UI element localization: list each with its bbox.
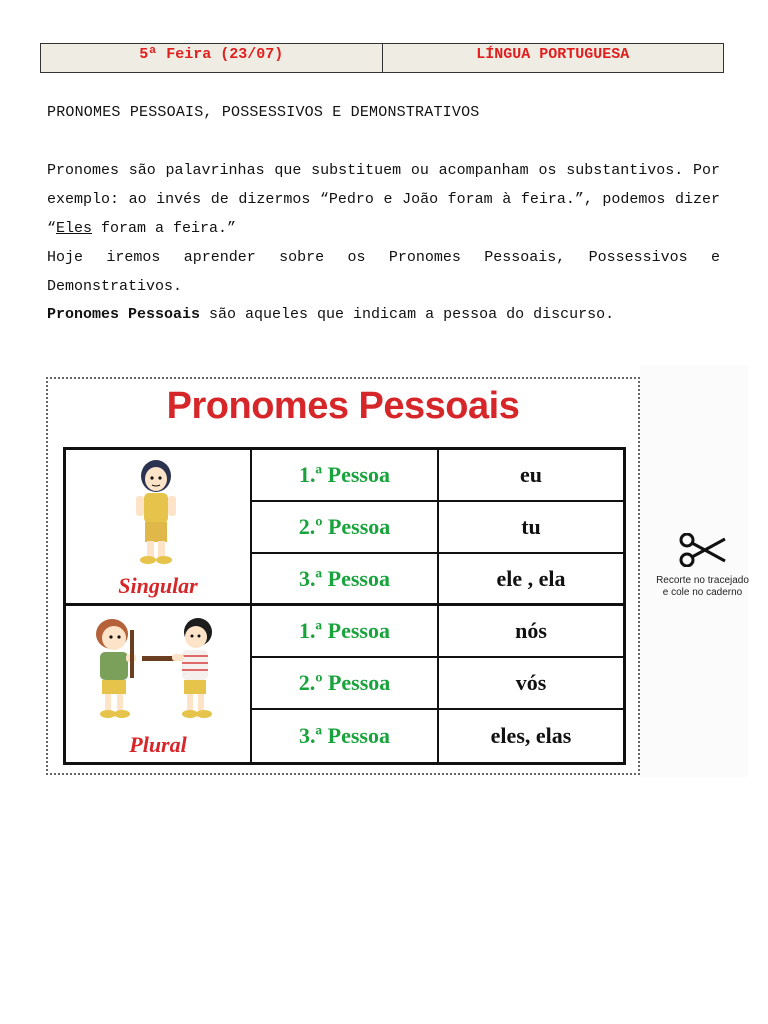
paragraph-intro-end: foram a feira.” (92, 220, 237, 237)
pronouns-card (46, 377, 640, 775)
paragraph-today: Hoje iremos aprender sobre os Pronomes Pessoais, Possessivos e Demonstrativos. (47, 249, 720, 295)
cut-instruction-line1: Recorte no tracejado (656, 575, 749, 586)
header-day: 5ª Feira (23/07) (139, 46, 284, 63)
paragraph-definition (47, 300, 720, 329)
header-subject: LÍNGUA PORTUGUESA (382, 44, 724, 72)
cut-instruction (645, 533, 760, 599)
plural-group (66, 606, 252, 762)
person-cell: 2.º Pessoa (252, 502, 439, 554)
person-cell: 3.ª Pessoa (252, 554, 439, 606)
pronoun-cell: tu (439, 502, 623, 554)
scissors-icon (679, 533, 727, 567)
underlined-example: Eles (56, 220, 93, 237)
boys-illustration (80, 610, 230, 730)
card-title: Pronomes Pessoais (166, 385, 520, 427)
person-cell: 3.ª Pessoa (252, 710, 439, 762)
page-heading: PRONOMES PESSOAIS, POSSESSIVOS E DEMONSTRATIVOS (47, 104, 480, 121)
pronouns-table (63, 447, 626, 765)
singular-label: Singular (118, 573, 198, 598)
definition-term: Pronomes Pessoais (47, 306, 201, 323)
pronoun-cell: eles, elas (490, 723, 572, 748)
header-table (40, 43, 724, 73)
person-cell: 1.ª Pessoa (252, 606, 439, 658)
pronoun-cell: nós (439, 606, 623, 658)
paragraph-intro (47, 156, 720, 243)
pronoun-cell: ele , ela (439, 554, 623, 606)
definition-text: são aqueles que indicam a pessoa do discurso. (200, 306, 615, 323)
paragraph-intro-text: Pronomes são palavrinhas que substituem ou acompanham os substantivos. Por exemplo: ao invés de dizermos “Pedro e João foram à feira.”, podemos dizer “ (47, 162, 720, 237)
pronoun-cell: vós (439, 658, 623, 710)
plural-label: Plural (129, 732, 187, 757)
person-cell: 2.º Pessoa (252, 658, 439, 710)
singular-group (66, 450, 252, 606)
person-cell: 1.ª Pessoa (252, 450, 439, 502)
pronoun-cell: eu (439, 450, 623, 502)
girl-illustration (126, 456, 186, 568)
cut-instruction-line2: e cole no caderno (662, 587, 743, 598)
